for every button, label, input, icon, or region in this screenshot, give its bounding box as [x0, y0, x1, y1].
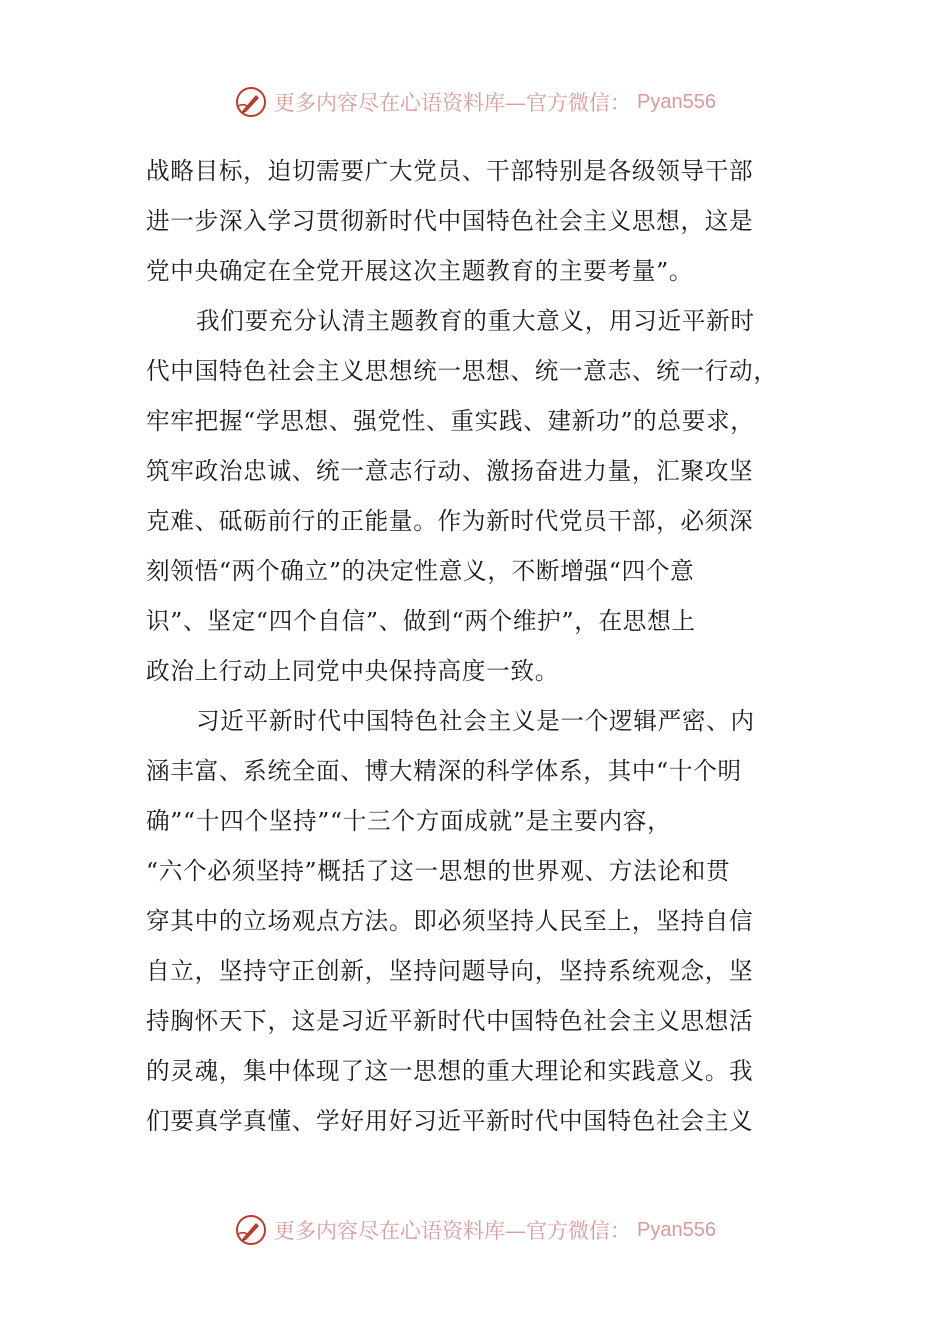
text-line: 识”、坚定“四个自信”、做到“两个维护”，在思想上: [146, 607, 696, 635]
text-line: 刻领悟“两个确立”的决定性意义，不断增强“四个意: [146, 557, 695, 585]
text-line: 穿其中的立场观点方法。即必须坚持人民至上，坚持自信: [146, 907, 754, 935]
watermark-handle: Pyan556: [637, 90, 716, 113]
header-watermark-inner: [234, 85, 716, 119]
pen-icon: [234, 85, 268, 119]
text-line: 涵丰富、系统全面、博大精深的科学体系，其中“十个明: [146, 757, 742, 785]
text-line: 的灵魂，集中体现了这一思想的重大理论和实践意义。我: [146, 1057, 754, 1085]
pen-icon: [234, 1213, 268, 1247]
watermark-text: 更多内容尽在心语资料库—官方微信：: [274, 91, 632, 115]
footer-watermark: [0, 1208, 950, 1252]
text-line: 牢牢把握“学思想、强党性、重实践、建新功”的总要求，: [146, 407, 755, 435]
text-line: 代中国特色社会主义思想统一思想、统一意志、统一行动，: [146, 357, 778, 385]
watermark-handle: Pyan556: [637, 1218, 716, 1241]
text-line: 筑牢政治忠诚、统一意志行动、激扬奋进力量，汇聚攻坚: [146, 457, 754, 485]
text-line: 战略目标，迫切需要广大党员、干部特别是各级领导干部: [146, 157, 754, 185]
text-line: 克难、砥砺前行的正能量。作为新时代党员干部，必须深: [146, 507, 754, 535]
text-line: 进一步深入学习贯彻新时代中国特色社会主义思想，这是: [146, 207, 754, 235]
header-watermark: [0, 80, 950, 124]
text-line: 持胸怀天下，这是习近平新时代中国特色社会主义思想活: [146, 1007, 754, 1035]
text-line: 党中央确定在全党开展这次主题教育的主要考量”。: [146, 257, 694, 285]
text-line: 我们要充分认清主题教育的重大意义，用习近平新时: [196, 307, 755, 335]
document-body: [146, 146, 786, 1146]
text-line: 确”“十四个坚持”“十三个方面成就”是主要内容，: [146, 807, 672, 835]
text-line: 政治上行动上同党中央保持高度一致。: [146, 657, 559, 685]
text-line: 习近平新时代中国特色社会主义是一个逻辑严密、内: [196, 707, 755, 735]
text-line: “六个必须坚持”概括了这一思想的世界观、方法论和贯: [146, 857, 731, 885]
text-line: 自立，坚持守正创新，坚持问题导向，坚持系统观念，坚: [146, 957, 754, 985]
text-line: 们要真学真懂、学好用好习近平新时代中国特色社会主义: [146, 1107, 754, 1135]
watermark-text: 更多内容尽在心语资料库—官方微信：: [274, 1219, 632, 1243]
footer-watermark-inner: [234, 1213, 716, 1247]
